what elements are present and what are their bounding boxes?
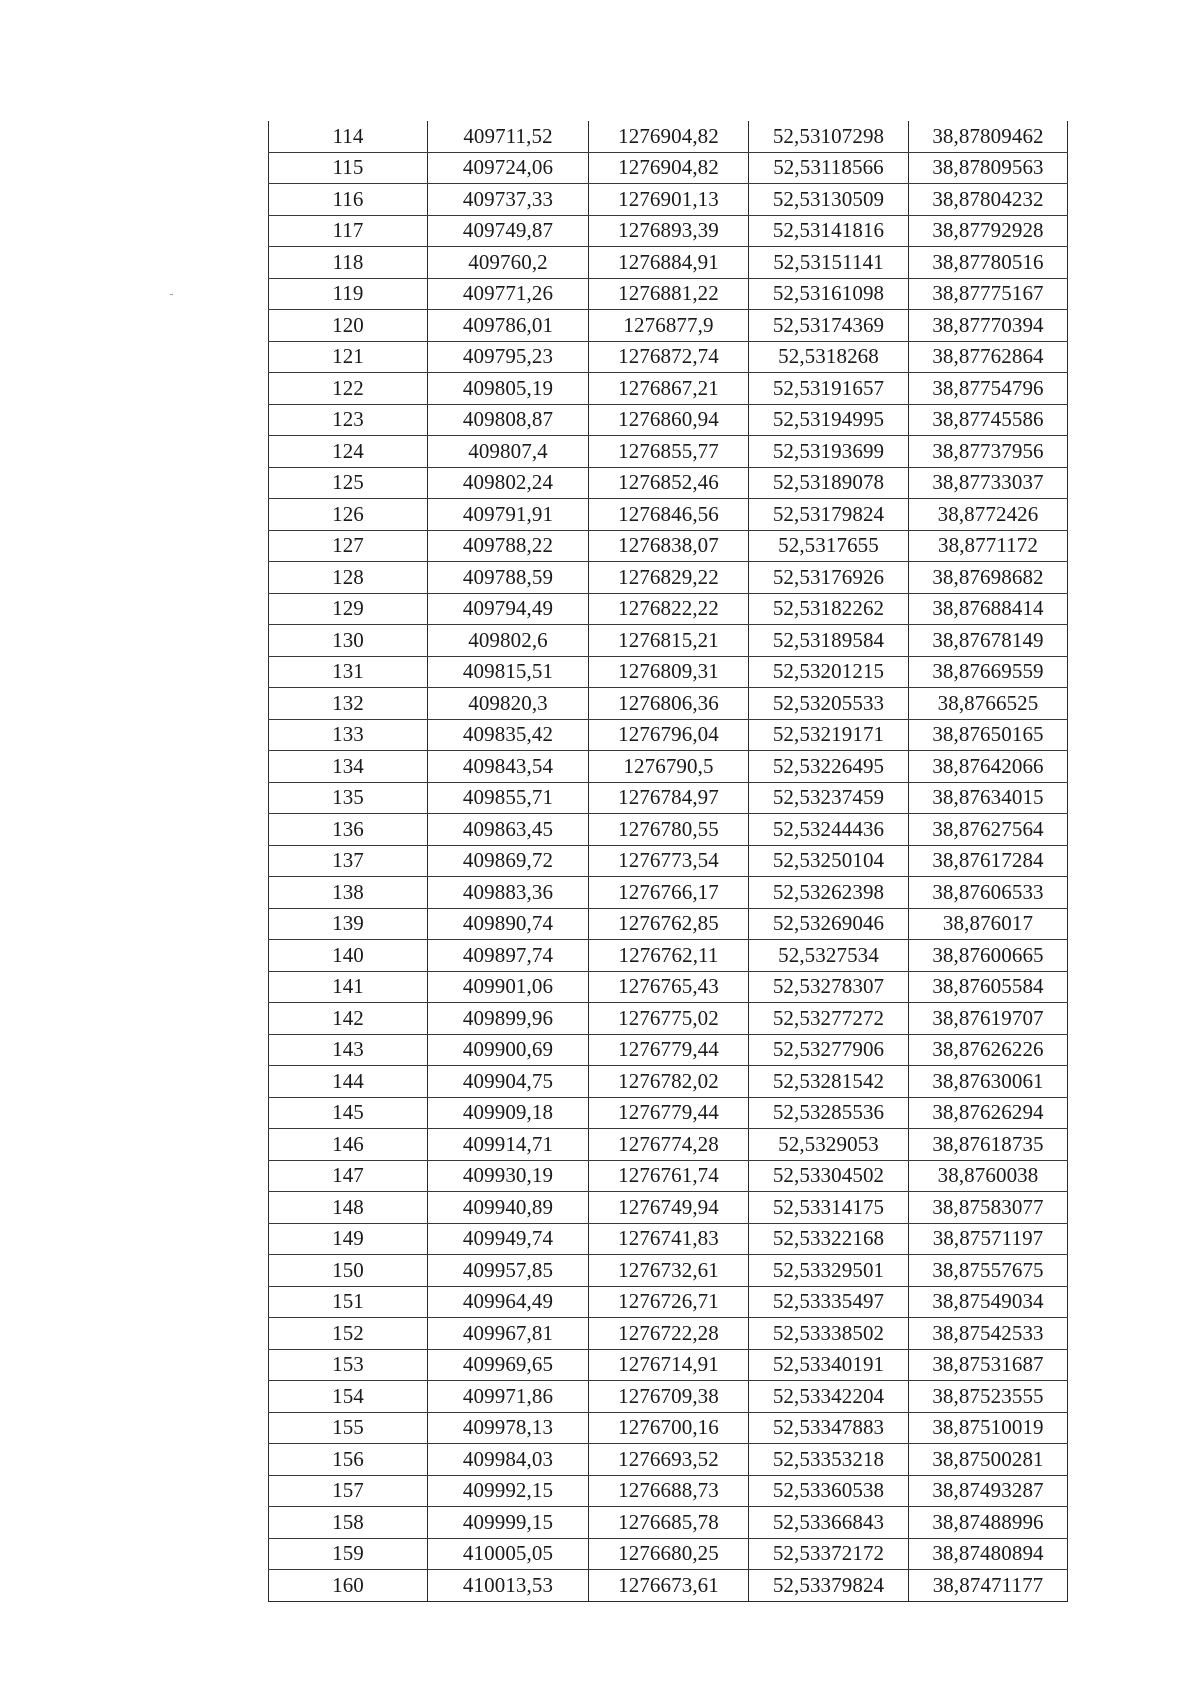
table-row xyxy=(269,310,1068,342)
longitude-cell: 38,87600665 xyxy=(909,940,1068,972)
table-row xyxy=(269,1160,1068,1192)
y-coordinate-cell: 1276700,16 xyxy=(589,1412,749,1444)
latitude-cell: 52,53278307 xyxy=(749,971,909,1003)
x-coordinate-cell: 409835,42 xyxy=(428,719,589,751)
point-number-cell: 152 xyxy=(269,1318,428,1350)
x-coordinate-cell: 409940,89 xyxy=(428,1192,589,1224)
point-number-cell: 129 xyxy=(269,593,428,625)
y-coordinate-cell: 1276680,25 xyxy=(589,1538,749,1570)
y-coordinate-cell: 1276877,9 xyxy=(589,310,749,342)
y-coordinate-cell: 1276893,39 xyxy=(589,215,749,247)
latitude-cell: 52,53269046 xyxy=(749,908,909,940)
x-coordinate-cell: 409802,6 xyxy=(428,625,589,657)
point-number-cell: 158 xyxy=(269,1507,428,1539)
table-row xyxy=(269,1097,1068,1129)
x-coordinate-cell: 409900,69 xyxy=(428,1034,589,1066)
latitude-cell: 52,53342204 xyxy=(749,1381,909,1413)
latitude-cell: 52,53347883 xyxy=(749,1412,909,1444)
latitude-cell: 52,53179824 xyxy=(749,499,909,531)
table-row xyxy=(269,1349,1068,1381)
point-number-cell: 136 xyxy=(269,814,428,846)
table-row xyxy=(269,404,1068,436)
point-number-cell: 139 xyxy=(269,908,428,940)
x-coordinate-cell: 409992,15 xyxy=(428,1475,589,1507)
latitude-cell: 52,53244436 xyxy=(749,814,909,846)
y-coordinate-cell: 1276749,94 xyxy=(589,1192,749,1224)
table-row xyxy=(269,1318,1068,1350)
y-coordinate-cell: 1276806,36 xyxy=(589,688,749,720)
x-coordinate-cell: 409914,71 xyxy=(428,1129,589,1161)
latitude-cell: 52,53281542 xyxy=(749,1066,909,1098)
x-coordinate-cell: 409978,13 xyxy=(428,1412,589,1444)
y-coordinate-cell: 1276860,94 xyxy=(589,404,749,436)
x-coordinate-cell: 409786,01 xyxy=(428,310,589,342)
table-row xyxy=(269,940,1068,972)
point-number-cell: 120 xyxy=(269,310,428,342)
y-coordinate-cell: 1276685,78 xyxy=(589,1507,749,1539)
latitude-cell: 52,53194995 xyxy=(749,404,909,436)
longitude-cell: 38,87618735 xyxy=(909,1129,1068,1161)
latitude-cell: 52,53304502 xyxy=(749,1160,909,1192)
point-number-cell: 116 xyxy=(269,184,428,216)
y-coordinate-cell: 1276782,02 xyxy=(589,1066,749,1098)
latitude-cell: 52,5317655 xyxy=(749,530,909,562)
latitude-cell: 52,53262398 xyxy=(749,877,909,909)
y-coordinate-cell: 1276884,91 xyxy=(589,247,749,279)
table-row xyxy=(269,845,1068,877)
point-number-cell: 151 xyxy=(269,1286,428,1318)
table-row xyxy=(269,1255,1068,1287)
table-row xyxy=(269,814,1068,846)
x-coordinate-cell: 409815,51 xyxy=(428,656,589,688)
y-coordinate-cell: 1276872,74 xyxy=(589,341,749,373)
table-row xyxy=(269,971,1068,1003)
point-number-cell: 155 xyxy=(269,1412,428,1444)
y-coordinate-cell: 1276904,82 xyxy=(589,152,749,184)
point-number-cell: 135 xyxy=(269,782,428,814)
table-row xyxy=(269,562,1068,594)
table-row xyxy=(269,341,1068,373)
x-coordinate-cell: 409930,19 xyxy=(428,1160,589,1192)
table-row xyxy=(269,278,1068,310)
table-row xyxy=(269,1507,1068,1539)
point-number-cell: 149 xyxy=(269,1223,428,1255)
point-number-cell: 147 xyxy=(269,1160,428,1192)
point-number-cell: 134 xyxy=(269,751,428,783)
point-number-cell: 115 xyxy=(269,152,428,184)
longitude-cell: 38,87737956 xyxy=(909,436,1068,468)
table-row xyxy=(269,719,1068,751)
x-coordinate-cell: 409820,3 xyxy=(428,688,589,720)
x-coordinate-cell: 409984,03 xyxy=(428,1444,589,1476)
longitude-cell: 38,87762864 xyxy=(909,341,1068,373)
longitude-cell: 38,87780516 xyxy=(909,247,1068,279)
x-coordinate-cell: 409737,33 xyxy=(428,184,589,216)
longitude-cell: 38,87669559 xyxy=(909,656,1068,688)
x-coordinate-cell: 409802,24 xyxy=(428,467,589,499)
x-coordinate-cell: 409788,59 xyxy=(428,562,589,594)
x-coordinate-cell: 409949,74 xyxy=(428,1223,589,1255)
longitude-cell: 38,87626226 xyxy=(909,1034,1068,1066)
point-number-cell: 137 xyxy=(269,845,428,877)
longitude-cell: 38,87626294 xyxy=(909,1097,1068,1129)
latitude-cell: 52,53189078 xyxy=(749,467,909,499)
table-row xyxy=(269,1538,1068,1570)
longitude-cell: 38,8760038 xyxy=(909,1160,1068,1192)
x-coordinate-cell: 409909,18 xyxy=(428,1097,589,1129)
longitude-cell: 38,87809462 xyxy=(909,121,1068,152)
y-coordinate-cell: 1276855,77 xyxy=(589,436,749,468)
y-coordinate-cell: 1276867,21 xyxy=(589,373,749,405)
x-coordinate-cell: 409843,54 xyxy=(428,751,589,783)
y-coordinate-cell: 1276815,21 xyxy=(589,625,749,657)
point-number-cell: 133 xyxy=(269,719,428,751)
x-coordinate-cell: 409964,49 xyxy=(428,1286,589,1318)
point-number-cell: 143 xyxy=(269,1034,428,1066)
y-coordinate-cell: 1276784,97 xyxy=(589,782,749,814)
x-coordinate-cell: 409794,49 xyxy=(428,593,589,625)
x-coordinate-cell: 409711,52 xyxy=(428,121,589,152)
latitude-cell: 52,53176926 xyxy=(749,562,909,594)
longitude-cell: 38,87698682 xyxy=(909,562,1068,594)
point-number-cell: 159 xyxy=(269,1538,428,1570)
point-number-cell: 145 xyxy=(269,1097,428,1129)
table-row xyxy=(269,751,1068,783)
table-row xyxy=(269,436,1068,468)
point-number-cell: 148 xyxy=(269,1192,428,1224)
y-coordinate-cell: 1276901,13 xyxy=(589,184,749,216)
x-coordinate-cell: 409869,72 xyxy=(428,845,589,877)
longitude-cell: 38,87549034 xyxy=(909,1286,1068,1318)
point-number-cell: 124 xyxy=(269,436,428,468)
latitude-cell: 52,53237459 xyxy=(749,782,909,814)
y-coordinate-cell: 1276765,43 xyxy=(589,971,749,1003)
x-coordinate-cell: 409808,87 xyxy=(428,404,589,436)
point-number-cell: 114 xyxy=(269,121,428,152)
y-coordinate-cell: 1276709,38 xyxy=(589,1381,749,1413)
y-coordinate-cell: 1276773,54 xyxy=(589,845,749,877)
point-number-cell: 157 xyxy=(269,1475,428,1507)
point-number-cell: 146 xyxy=(269,1129,428,1161)
x-coordinate-cell: 409897,74 xyxy=(428,940,589,972)
latitude-cell: 52,53205533 xyxy=(749,688,909,720)
longitude-cell: 38,87754796 xyxy=(909,373,1068,405)
latitude-cell: 52,53191657 xyxy=(749,373,909,405)
coordinates-table xyxy=(268,121,1068,1602)
x-coordinate-cell: 409807,4 xyxy=(428,436,589,468)
point-number-cell: 130 xyxy=(269,625,428,657)
latitude-cell: 52,53338502 xyxy=(749,1318,909,1350)
longitude-cell: 38,87471177 xyxy=(909,1570,1068,1602)
longitude-cell: 38,87775167 xyxy=(909,278,1068,310)
y-coordinate-cell: 1276726,71 xyxy=(589,1286,749,1318)
x-coordinate-cell: 409855,71 xyxy=(428,782,589,814)
y-coordinate-cell: 1276775,02 xyxy=(589,1003,749,1035)
y-coordinate-cell: 1276790,5 xyxy=(589,751,749,783)
latitude-cell: 52,53329501 xyxy=(749,1255,909,1287)
point-number-cell: 140 xyxy=(269,940,428,972)
table-row xyxy=(269,247,1068,279)
y-coordinate-cell: 1276762,11 xyxy=(589,940,749,972)
x-coordinate-cell: 409724,06 xyxy=(428,152,589,184)
table-row xyxy=(269,782,1068,814)
scan-speck xyxy=(170,294,173,295)
latitude-cell: 52,53277272 xyxy=(749,1003,909,1035)
longitude-cell: 38,87605584 xyxy=(909,971,1068,1003)
longitude-cell: 38,8771172 xyxy=(909,530,1068,562)
y-coordinate-cell: 1276852,46 xyxy=(589,467,749,499)
table-row xyxy=(269,1034,1068,1066)
latitude-cell: 52,53360538 xyxy=(749,1475,909,1507)
point-number-cell: 150 xyxy=(269,1255,428,1287)
x-coordinate-cell: 409760,2 xyxy=(428,247,589,279)
latitude-cell: 52,53285536 xyxy=(749,1097,909,1129)
x-coordinate-cell: 409805,19 xyxy=(428,373,589,405)
longitude-cell: 38,87770394 xyxy=(909,310,1068,342)
latitude-cell: 52,53161098 xyxy=(749,278,909,310)
x-coordinate-cell: 409863,45 xyxy=(428,814,589,846)
point-number-cell: 128 xyxy=(269,562,428,594)
y-coordinate-cell: 1276693,52 xyxy=(589,1444,749,1476)
point-number-cell: 117 xyxy=(269,215,428,247)
y-coordinate-cell: 1276809,31 xyxy=(589,656,749,688)
table-row xyxy=(269,1570,1068,1602)
point-number-cell: 123 xyxy=(269,404,428,436)
y-coordinate-cell: 1276714,91 xyxy=(589,1349,749,1381)
point-number-cell: 127 xyxy=(269,530,428,562)
point-number-cell: 131 xyxy=(269,656,428,688)
latitude-cell: 52,53201215 xyxy=(749,656,909,688)
point-number-cell: 141 xyxy=(269,971,428,1003)
coordinates-table-body xyxy=(269,121,1068,1601)
longitude-cell: 38,87627564 xyxy=(909,814,1068,846)
x-coordinate-cell: 410005,05 xyxy=(428,1538,589,1570)
y-coordinate-cell: 1276846,56 xyxy=(589,499,749,531)
longitude-cell: 38,87804232 xyxy=(909,184,1068,216)
y-coordinate-cell: 1276881,22 xyxy=(589,278,749,310)
longitude-cell: 38,87688414 xyxy=(909,593,1068,625)
latitude-cell: 52,53335497 xyxy=(749,1286,909,1318)
point-number-cell: 121 xyxy=(269,341,428,373)
point-number-cell: 132 xyxy=(269,688,428,720)
longitude-cell: 38,87557675 xyxy=(909,1255,1068,1287)
longitude-cell: 38,87488996 xyxy=(909,1507,1068,1539)
longitude-cell: 38,87630061 xyxy=(909,1066,1068,1098)
y-coordinate-cell: 1276673,61 xyxy=(589,1570,749,1602)
table-row xyxy=(269,215,1068,247)
y-coordinate-cell: 1276732,61 xyxy=(589,1255,749,1287)
x-coordinate-cell: 409788,22 xyxy=(428,530,589,562)
table-row xyxy=(269,530,1068,562)
point-number-cell: 119 xyxy=(269,278,428,310)
table-row xyxy=(269,152,1068,184)
y-coordinate-cell: 1276779,44 xyxy=(589,1034,749,1066)
x-coordinate-cell: 410013,53 xyxy=(428,1570,589,1602)
x-coordinate-cell: 409771,26 xyxy=(428,278,589,310)
latitude-cell: 52,53372172 xyxy=(749,1538,909,1570)
latitude-cell: 52,53226495 xyxy=(749,751,909,783)
point-number-cell: 153 xyxy=(269,1349,428,1381)
y-coordinate-cell: 1276829,22 xyxy=(589,562,749,594)
x-coordinate-cell: 409791,91 xyxy=(428,499,589,531)
y-coordinate-cell: 1276688,73 xyxy=(589,1475,749,1507)
longitude-cell: 38,87733037 xyxy=(909,467,1068,499)
point-number-cell: 125 xyxy=(269,467,428,499)
latitude-cell: 52,53379824 xyxy=(749,1570,909,1602)
point-number-cell: 142 xyxy=(269,1003,428,1035)
latitude-cell: 52,53322168 xyxy=(749,1223,909,1255)
x-coordinate-cell: 409969,65 xyxy=(428,1349,589,1381)
latitude-cell: 52,53193699 xyxy=(749,436,909,468)
y-coordinate-cell: 1276741,83 xyxy=(589,1223,749,1255)
y-coordinate-cell: 1276722,28 xyxy=(589,1318,749,1350)
longitude-cell: 38,87619707 xyxy=(909,1003,1068,1035)
table-row xyxy=(269,1381,1068,1413)
latitude-cell: 52,5327534 xyxy=(749,940,909,972)
longitude-cell: 38,87606533 xyxy=(909,877,1068,909)
longitude-cell: 38,87500281 xyxy=(909,1444,1068,1476)
x-coordinate-cell: 409890,74 xyxy=(428,908,589,940)
longitude-cell: 38,87510019 xyxy=(909,1412,1068,1444)
table-row xyxy=(269,467,1068,499)
table-row xyxy=(269,373,1068,405)
y-coordinate-cell: 1276780,55 xyxy=(589,814,749,846)
longitude-cell: 38,87650165 xyxy=(909,719,1068,751)
table-row xyxy=(269,184,1068,216)
latitude-cell: 52,5318268 xyxy=(749,341,909,373)
longitude-cell: 38,87745586 xyxy=(909,404,1068,436)
longitude-cell: 38,87480894 xyxy=(909,1538,1068,1570)
latitude-cell: 52,5329053 xyxy=(749,1129,909,1161)
table-row xyxy=(269,1003,1068,1035)
longitude-cell: 38,87617284 xyxy=(909,845,1068,877)
x-coordinate-cell: 409904,75 xyxy=(428,1066,589,1098)
y-coordinate-cell: 1276904,82 xyxy=(589,121,749,152)
y-coordinate-cell: 1276822,22 xyxy=(589,593,749,625)
latitude-cell: 52,53189584 xyxy=(749,625,909,657)
x-coordinate-cell: 409901,06 xyxy=(428,971,589,1003)
table-row xyxy=(269,1192,1068,1224)
latitude-cell: 52,53151141 xyxy=(749,247,909,279)
y-coordinate-cell: 1276838,07 xyxy=(589,530,749,562)
table-row xyxy=(269,1129,1068,1161)
latitude-cell: 52,53107298 xyxy=(749,121,909,152)
latitude-cell: 52,53118566 xyxy=(749,152,909,184)
y-coordinate-cell: 1276779,44 xyxy=(589,1097,749,1129)
x-coordinate-cell: 409795,23 xyxy=(428,341,589,373)
longitude-cell: 38,87523555 xyxy=(909,1381,1068,1413)
longitude-cell: 38,87531687 xyxy=(909,1349,1068,1381)
longitude-cell: 38,87571197 xyxy=(909,1223,1068,1255)
y-coordinate-cell: 1276766,17 xyxy=(589,877,749,909)
latitude-cell: 52,53353218 xyxy=(749,1444,909,1476)
table-row xyxy=(269,1066,1068,1098)
point-number-cell: 154 xyxy=(269,1381,428,1413)
latitude-cell: 52,53219171 xyxy=(749,719,909,751)
table-row xyxy=(269,688,1068,720)
latitude-cell: 52,53182262 xyxy=(749,593,909,625)
point-number-cell: 122 xyxy=(269,373,428,405)
longitude-cell: 38,87634015 xyxy=(909,782,1068,814)
x-coordinate-cell: 409967,81 xyxy=(428,1318,589,1350)
table-row xyxy=(269,121,1068,152)
table-row xyxy=(269,877,1068,909)
table-row xyxy=(269,656,1068,688)
latitude-cell: 52,53314175 xyxy=(749,1192,909,1224)
longitude-cell: 38,87809563 xyxy=(909,152,1068,184)
y-coordinate-cell: 1276761,74 xyxy=(589,1160,749,1192)
longitude-cell: 38,87583077 xyxy=(909,1192,1068,1224)
point-number-cell: 138 xyxy=(269,877,428,909)
latitude-cell: 52,53277906 xyxy=(749,1034,909,1066)
table-row xyxy=(269,1412,1068,1444)
latitude-cell: 52,53141816 xyxy=(749,215,909,247)
y-coordinate-cell: 1276762,85 xyxy=(589,908,749,940)
longitude-cell: 38,87542533 xyxy=(909,1318,1068,1350)
x-coordinate-cell: 409957,85 xyxy=(428,1255,589,1287)
longitude-cell: 38,87493287 xyxy=(909,1475,1068,1507)
latitude-cell: 52,53130509 xyxy=(749,184,909,216)
x-coordinate-cell: 409999,15 xyxy=(428,1507,589,1539)
table-row xyxy=(269,593,1068,625)
y-coordinate-cell: 1276796,04 xyxy=(589,719,749,751)
longitude-cell: 38,8772426 xyxy=(909,499,1068,531)
longitude-cell: 38,87792928 xyxy=(909,215,1068,247)
point-number-cell: 160 xyxy=(269,1570,428,1602)
point-number-cell: 144 xyxy=(269,1066,428,1098)
table-row xyxy=(269,499,1068,531)
longitude-cell: 38,8766525 xyxy=(909,688,1068,720)
point-number-cell: 118 xyxy=(269,247,428,279)
table-row xyxy=(269,1223,1068,1255)
table-row xyxy=(269,1286,1068,1318)
point-number-cell: 126 xyxy=(269,499,428,531)
table-row xyxy=(269,625,1068,657)
latitude-cell: 52,53174369 xyxy=(749,310,909,342)
longitude-cell: 38,876017 xyxy=(909,908,1068,940)
table-row xyxy=(269,1444,1068,1476)
x-coordinate-cell: 409749,87 xyxy=(428,215,589,247)
longitude-cell: 38,87678149 xyxy=(909,625,1068,657)
x-coordinate-cell: 409899,96 xyxy=(428,1003,589,1035)
y-coordinate-cell: 1276774,28 xyxy=(589,1129,749,1161)
x-coordinate-cell: 409971,86 xyxy=(428,1381,589,1413)
latitude-cell: 52,53250104 xyxy=(749,845,909,877)
latitude-cell: 52,53366843 xyxy=(749,1507,909,1539)
table-row xyxy=(269,908,1068,940)
table-row xyxy=(269,1475,1068,1507)
longitude-cell: 38,87642066 xyxy=(909,751,1068,783)
x-coordinate-cell: 409883,36 xyxy=(428,877,589,909)
latitude-cell: 52,53340191 xyxy=(749,1349,909,1381)
point-number-cell: 156 xyxy=(269,1444,428,1476)
